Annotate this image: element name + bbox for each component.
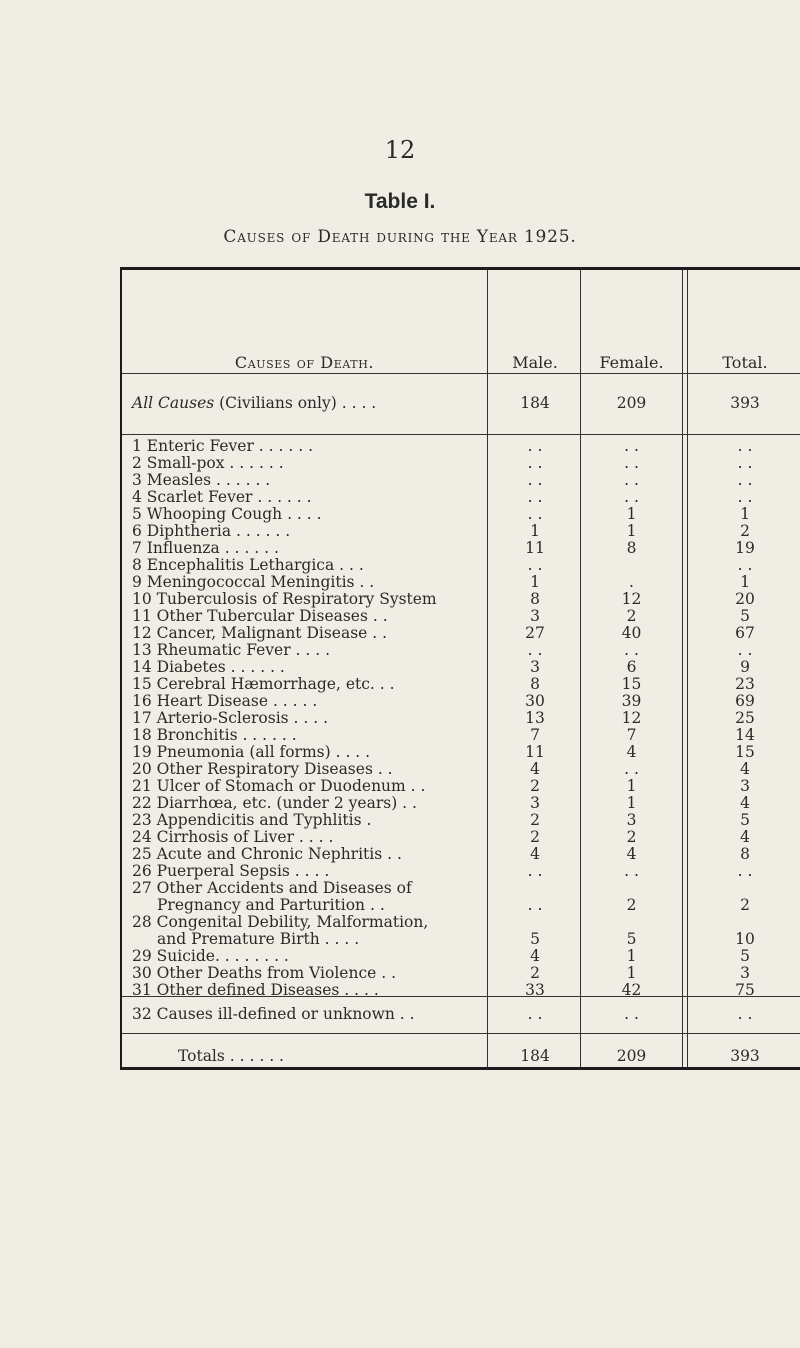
- cause-female: 1: [626, 964, 637, 982]
- cause-label: Pregnancy and Parturition . .: [157, 896, 385, 914]
- totals-female: 209: [616, 1047, 647, 1065]
- table-row: [122, 811, 800, 829]
- cause-label: 1 Enteric Fever . . . . . .: [132, 437, 314, 455]
- all-causes-qualifier: (Civilians only) . . . .: [214, 394, 377, 412]
- cause-male: 2: [530, 828, 540, 846]
- cause-female: 42: [621, 981, 642, 999]
- cause-male: . .: [527, 471, 543, 489]
- cause-total: . .: [737, 454, 753, 472]
- cause-female: .: [629, 573, 634, 591]
- cause-female: 6: [626, 658, 637, 676]
- cause-female: 12: [621, 709, 642, 727]
- cause-female: . .: [624, 862, 639, 880]
- cause-label: 5 Whooping Cough . . . .: [132, 505, 322, 523]
- table-row: [122, 709, 800, 727]
- cause-total: 10: [735, 930, 755, 948]
- cause-total: 75: [735, 981, 755, 999]
- table-row: [122, 777, 800, 795]
- cause-label: 23 Appendicitis and Typhlitis .: [132, 811, 372, 829]
- cause-total: . .: [737, 862, 753, 880]
- cause-label: 18 Bronchitis . . . . . .: [132, 726, 297, 744]
- table-row: [122, 505, 800, 523]
- table-row: [122, 862, 800, 880]
- table-row: [122, 760, 800, 778]
- cause-total: 4: [740, 760, 750, 778]
- table-row: [122, 896, 800, 914]
- cause-male: 33: [525, 981, 545, 999]
- cause-label: 31 Other defined Diseases . . . .: [132, 981, 379, 999]
- cause-female: 1: [626, 777, 637, 795]
- totals-male: 184: [520, 1047, 550, 1065]
- table-row: [122, 743, 800, 761]
- cause-label: 30 Other Deaths from Violence . .: [132, 964, 396, 982]
- cause-total: 19: [735, 539, 755, 557]
- cause-total: 8: [740, 845, 750, 863]
- cause-female: 40: [621, 624, 642, 642]
- cause-label: and Premature Birth . . . .: [157, 930, 360, 948]
- row-divider: [122, 434, 800, 435]
- totals-row: [122, 1047, 800, 1065]
- all-causes-total: 393: [730, 394, 760, 412]
- table-row: [122, 794, 800, 812]
- cause-total: 67: [735, 624, 755, 642]
- table-row: [122, 573, 800, 591]
- cause-label: 26 Puerperal Sepsis . . . .: [132, 862, 330, 880]
- ill-defined-row: [122, 1005, 800, 1023]
- cause-total: 9: [740, 658, 750, 676]
- cause-label: 20 Other Respiratory Diseases . .: [132, 760, 393, 778]
- cause-label: 16 Heart Disease . . . . .: [132, 692, 318, 710]
- cause-total: 20: [735, 590, 755, 608]
- cause-total: 4: [740, 794, 750, 812]
- cause-label: 25 Acute and Chronic Nephritis . .: [132, 845, 402, 863]
- header-causes: Causes of Death.: [234, 353, 375, 372]
- cause-male: . .: [527, 862, 543, 880]
- cause-male: 4: [530, 760, 540, 778]
- table-row: [122, 658, 800, 676]
- table-row: [122, 930, 800, 948]
- cause-label: 12 Cancer, Malignant Disease . .: [132, 624, 388, 642]
- cause-male: 8: [530, 590, 540, 608]
- cause-female: 1: [626, 794, 637, 812]
- table-row: [122, 726, 800, 744]
- cause-total: 3: [740, 777, 750, 795]
- cause-label: 14 Diabetes . . . . . .: [132, 658, 285, 676]
- cause-label: 3 Measles . . . . . .: [132, 471, 271, 489]
- cause-female: 3: [626, 811, 637, 829]
- cause-male: . .: [527, 896, 543, 914]
- cause-label: 6 Diphtheria . . . . . .: [132, 522, 291, 540]
- cause-label: 29 Suicide. . . . . . . .: [132, 947, 289, 965]
- cause-female: 5: [626, 930, 637, 948]
- cause-total: 15: [735, 743, 755, 761]
- cause-label: 11 Other Tubercular Diseases . .: [132, 607, 388, 625]
- totals-label: Totals . . . . . .: [178, 1047, 284, 1065]
- cause-male: . .: [527, 437, 543, 455]
- cause-label: 9 Meningococcal Meningitis . .: [132, 573, 375, 591]
- table-row: [122, 692, 800, 710]
- table-row: [122, 624, 800, 642]
- table-row: [122, 454, 800, 472]
- cause-total: 3: [740, 964, 750, 982]
- cause-female: 1: [626, 522, 637, 540]
- table-row: [122, 913, 800, 931]
- cause-female: 15: [621, 675, 642, 693]
- cause-male: 2: [530, 777, 540, 795]
- cause-male: . .: [527, 488, 543, 506]
- page-number: 12: [384, 136, 416, 164]
- cause-female: . .: [624, 454, 639, 472]
- cause-male: 7: [530, 726, 540, 744]
- cause-label: 21 Ulcer of Stomach or Duodenum . .: [132, 777, 426, 795]
- cause-total: . .: [737, 556, 753, 574]
- cause-total: 25: [735, 709, 755, 727]
- cause-male: . .: [527, 641, 543, 659]
- ill-defined-label: 32 Causes ill-defined or unknown . .: [132, 1005, 415, 1023]
- cause-male: 2: [530, 811, 540, 829]
- cause-label: 10 Tuberculosis of Respiratory System: [132, 590, 437, 608]
- cause-male: 1: [530, 522, 540, 540]
- cause-male: 1: [530, 573, 540, 591]
- cause-female: 4: [626, 743, 637, 761]
- row-divider: [122, 373, 800, 374]
- cause-total: . .: [737, 471, 753, 489]
- cause-male: 11: [525, 743, 545, 761]
- cause-label: 28 Congenital Debility, Malformation,: [132, 913, 429, 931]
- cause-female: . .: [624, 760, 639, 778]
- all-causes-female: 209: [616, 394, 647, 412]
- table-row: [122, 590, 800, 608]
- cause-male: 3: [530, 607, 540, 625]
- cause-total: 5: [740, 811, 750, 829]
- all-causes-male: 184: [520, 394, 550, 412]
- table-row: [122, 845, 800, 863]
- cause-female: 2: [626, 607, 637, 625]
- table-row: [122, 641, 800, 659]
- cause-male: 4: [530, 845, 540, 863]
- cause-female: . .: [624, 488, 639, 506]
- cause-label: 19 Pneumonia (all forms) . . . .: [132, 743, 371, 761]
- table-row: [122, 828, 800, 846]
- cause-female: 1: [626, 947, 637, 965]
- cause-label: 7 Influenza . . . . . .: [132, 539, 279, 557]
- cause-female: 1: [626, 505, 637, 523]
- cause-total: 1: [740, 505, 750, 523]
- table-row: [122, 879, 800, 897]
- cause-total: 1: [740, 573, 750, 591]
- cause-female: . .: [624, 437, 639, 455]
- table-row: [122, 947, 800, 965]
- table-row: [122, 556, 800, 574]
- cause-label: 2 Small-pox . . . . . .: [132, 454, 284, 472]
- cause-label: 27 Other Accidents and Diseases of: [132, 879, 412, 897]
- table-row: [122, 981, 800, 999]
- ill-defined-female: . .: [624, 1005, 639, 1023]
- cause-total: . .: [737, 437, 753, 455]
- cause-male: 30: [525, 692, 545, 710]
- table-row: [122, 964, 800, 982]
- cause-male: 11: [525, 539, 545, 557]
- cause-female: 7: [626, 726, 637, 744]
- cause-total: 5: [740, 607, 750, 625]
- cause-female: 12: [621, 590, 642, 608]
- cause-total: 23: [735, 675, 755, 693]
- cause-total: 5: [740, 947, 750, 965]
- all-causes-label: All Causes: [132, 394, 215, 412]
- cause-male: 4: [530, 947, 540, 965]
- cause-male: 13: [525, 709, 545, 727]
- cause-label: 8 Encephalitis Lethargica . . .: [132, 556, 364, 574]
- row-divider: [122, 1033, 800, 1034]
- cause-total: 69: [735, 692, 755, 710]
- cause-label: 15 Cerebral Hæmorrhage, etc. . .: [132, 675, 395, 693]
- ill-defined-male: . .: [527, 1005, 543, 1023]
- cause-male: 2: [530, 964, 540, 982]
- cause-label: 17 Arterio-Sclerosis . . . .: [132, 709, 329, 727]
- cause-male: . .: [527, 454, 543, 472]
- cause-label: 13 Rheumatic Fever . . . .: [132, 641, 331, 659]
- table-row: [122, 471, 800, 489]
- cause-total: 2: [740, 522, 750, 540]
- cause-male: 8: [530, 675, 540, 693]
- cause-female: . .: [624, 641, 639, 659]
- all-causes-row: [122, 394, 800, 412]
- cause-male: . .: [527, 505, 543, 523]
- cause-label: 24 Cirrhosis of Liver . . . .: [132, 828, 334, 846]
- table-title: Table I.: [364, 190, 436, 213]
- table-row: [122, 675, 800, 693]
- cause-male: 3: [530, 658, 540, 676]
- cause-female: 8: [626, 539, 637, 557]
- cause-male: 27: [525, 624, 545, 642]
- cause-male: 3: [530, 794, 540, 812]
- table-row: [122, 437, 800, 455]
- header-male: Male.: [512, 353, 558, 372]
- header-total: Total.: [722, 353, 768, 372]
- table-row: [122, 539, 800, 557]
- cause-total: . .: [737, 641, 753, 659]
- cause-male: 5: [530, 930, 540, 948]
- table-subtitle: Causes of Death during the Year 1925.: [223, 227, 577, 247]
- cause-total: 14: [735, 726, 755, 744]
- cause-female: . .: [624, 471, 639, 489]
- cause-male: . .: [527, 556, 543, 574]
- cause-total: 2: [740, 896, 750, 914]
- cause-female: 39: [621, 692, 642, 710]
- cause-female: 2: [626, 828, 637, 846]
- cause-label: 22 Diarrhœa, etc. (under 2 years) . .: [132, 794, 417, 812]
- cause-total: 4: [740, 828, 750, 846]
- table-row: [122, 607, 800, 625]
- table-row: [122, 522, 800, 540]
- causes-of-death-table: [120, 267, 800, 1070]
- header-female: Female.: [599, 353, 664, 372]
- ill-defined-total: . .: [737, 1005, 753, 1023]
- cause-total: . .: [737, 488, 753, 506]
- cause-female: 2: [626, 896, 637, 914]
- totals-total: 393: [730, 1047, 760, 1065]
- cause-label: 4 Scarlet Fever . . . . . .: [132, 488, 312, 506]
- table-row: [122, 488, 800, 506]
- cause-female: 4: [626, 845, 637, 863]
